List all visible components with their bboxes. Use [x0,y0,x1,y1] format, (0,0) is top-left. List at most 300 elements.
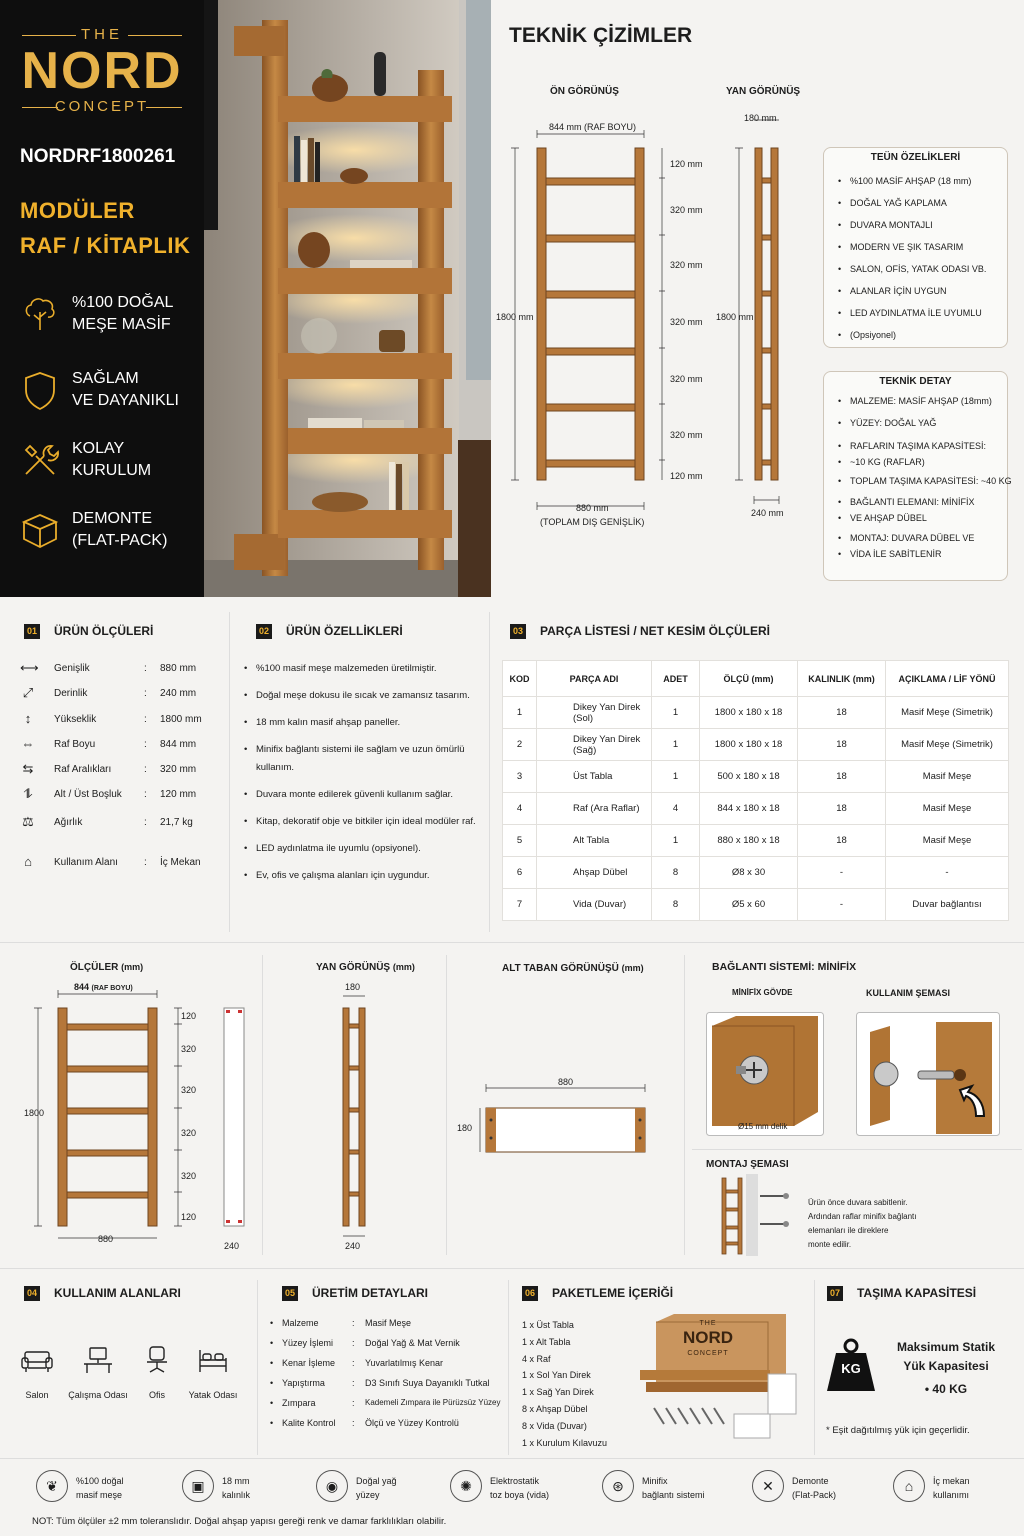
bottom-line1: Minifix [642,1476,668,1486]
tech-drawings-title: TEKNİK ÇİZİMLER [509,24,693,47]
usage-scheme-title: KULLANIM ŞEMASI [866,988,950,998]
table-cell: 5 [503,825,537,857]
mount-scheme-image [712,1174,798,1256]
bottom-feature [36,1468,176,1508]
capacity-text [886,1338,1006,1399]
table-cell: 1 [503,697,537,729]
table-cell: 1 [652,761,700,793]
dimension-value: 880 mm [160,663,197,674]
section-number: 06 [522,1286,538,1301]
package-item: 8 x Ahşap Dübel [522,1403,588,1414]
box-nord: NORD [682,1328,734,1347]
colon: : [352,1318,355,1328]
spray-icon: ✺ [450,1470,482,1502]
usage-scheme-image [856,1012,1000,1136]
table-cell: 18 [798,825,886,857]
side-dims-drawing [330,980,380,1240]
table-cell: Masif Meşe (Simetrik) [886,729,1009,761]
divider [508,1280,509,1455]
package-item: 1 x Kurulum Kılavuzu [522,1437,608,1448]
dims-unit: (mm) [121,962,144,972]
production-key: Malzeme [282,1318,319,1328]
feature-bullet: • Doğal meşe dokusu ile sıcak ve zamansız tasarım. [244,687,484,705]
product-photo [204,0,491,597]
feature-bullet: • 18 mm kalın masif ahşap paneller. [244,714,484,732]
bottom-line2: bağlantı sistemi [642,1490,705,1500]
table-cell: 7 [503,889,537,921]
feature-item-cont: • (Opsiyonel) [838,324,1008,346]
capacity-line: Yük Kapasitesi [903,1359,989,1373]
usage-salon [14,1346,60,1400]
table-cell: 4 [652,793,700,825]
section-number: 03 [510,624,526,639]
table-cell: 18 [798,729,886,761]
table-cell: - [798,889,886,921]
feature-line2: (FLAT-PACK) [72,532,168,549]
side-dims-title [316,962,415,973]
gap-label: 320 mm [670,205,703,215]
dimension-row [20,855,230,875]
section-02-header [256,624,403,639]
product-title-line1: MODÜLER [20,198,135,223]
feature-line1: DEMONTE [72,510,152,527]
side-view-title: YAN GÖRÜNÜŞ [726,86,801,97]
feature-line2: KURULUM [72,462,152,479]
shelf-note: (RAF BOYU) [91,985,133,992]
dimensions-drawing [20,980,260,1240]
box-icon [20,510,60,550]
table-row [503,729,1009,761]
detail-item-cont: • ~10 KG (RAFLAR) [838,454,1008,470]
dimension-key: Kullanım Alanı [54,857,118,868]
gap-label: 320 mm [670,430,703,440]
table-cell: 1800 x 180 x 18 [700,697,798,729]
feature-line1: %100 DOĞAL [72,294,174,311]
hole-note: Ø15 mm delik [738,1122,788,1131]
feature-line1: KOLAY [72,440,125,457]
detail-item: • MONTAJ: DUVARA DÜBEL VE [838,530,1008,546]
feature-item: • DUVARA MONTAJLI [838,214,1008,236]
capacity-value: • 40 KG [924,1382,968,1396]
detail-item: • YÜZEY: DOĞAL YAĞ [838,412,1008,434]
table-cell: 880 x 180 x 18 [700,825,798,857]
oak-tree-icon [20,294,60,334]
features-box [823,147,1008,348]
bottom-line1: İç mekan [933,1476,970,1486]
side-depth-label: 180 mm [744,113,777,123]
package-item: 1 x Alt Tabla [522,1336,571,1347]
feature-item: • MODERN VE ŞIK TASARIM [838,236,1008,258]
table-row [503,793,1009,825]
table-row [503,697,1009,729]
divider [692,1149,1022,1150]
gap-label: 320 mm [670,260,703,270]
colon: : [144,817,147,828]
bottom-line2: kullanımı [933,1490,970,1500]
dimension-key: Derinlik [54,688,88,699]
feature-flat-pack [20,506,200,566]
table-cell: Duvar bağlantısı [886,889,1009,921]
col-header: KALINLIK (mm) [798,661,886,697]
dimension-key: Raf Aralıkları [54,764,112,775]
production-value: Ölçü ve Yüzey Kontrolü [365,1418,459,1428]
table-cell: Ahşap Dübel [537,857,652,889]
package-item: 8 x Vida (Duvar) [522,1420,587,1431]
product-code: NORDRF1800261 [20,146,176,167]
table-cell: 2 [503,729,537,761]
col-header: ÖLÇÜ (mm) [700,661,798,697]
package-item: 4 x Raf [522,1353,551,1364]
feature-item-cont: • ALANLAR İÇİN UYGUN [838,280,1008,302]
col-header: KOD [503,661,537,697]
feature-item: • %100 MASİF AHŞAP (18 mm) [838,170,1008,192]
section-number: 07 [827,1286,843,1301]
mount-line: monte edilir. [808,1240,852,1249]
footer-note: NOT: Tüm ölçüler ±2 mm toleranslıdır. Doğal ahşap yapısı gereği renk ve damar farklılıkları olabilir. [32,1516,447,1527]
usage-study [64,1346,132,1400]
base-title [502,963,644,974]
section-07-header [827,1286,976,1301]
section-title: ÜRÜN ÖLÇÜLERİ [54,624,154,638]
table-cell: Dikey Yan Direk (Sol) [537,697,652,729]
leaf-icon: ❦ [36,1470,68,1502]
base-unit: (mm) [621,963,644,973]
dimension-key: Yükseklik [54,714,97,725]
detail-item: • TOPLAM TAŞIMA KAPASİTESİ: ~40 KG [838,470,1008,492]
section-title: ÜRETİM DETAYLARI [312,1286,429,1300]
col-header: ADET [652,661,700,697]
table-cell: Alt Tabla [537,825,652,857]
brand-panel [0,0,204,597]
depth-icon: ⤢ [22,685,34,700]
feature-bullet: • Duvara monte edilerek güvenli kullanım sağlar. [244,786,484,804]
dimension-value: 844 mm [160,739,197,750]
dimension-row [20,712,230,732]
dimension-row [20,762,230,782]
section-number: 02 [256,624,272,639]
table-cell: 1800 x 180 x 18 [700,729,798,761]
package-item: 1 x Sol Yan Direk [522,1370,591,1381]
dimension-value: 21,7 kg [160,817,193,828]
table-cell: 6 [503,857,537,889]
section-01-header [24,624,153,639]
table-cell: Ø5 x 60 [700,889,798,921]
col-header: PARÇA ADI [537,661,652,697]
colon: : [144,739,147,750]
section-number: 05 [282,1286,298,1301]
colon: : [144,789,147,800]
section-title: KULLANIM ALANLARI [54,1286,181,1300]
dimension-key: Alt / Üst Boşluk [54,789,122,800]
table-cell: Vida (Duvar) [537,889,652,921]
sofa-icon [21,1346,53,1374]
table-cell: 18 [798,697,886,729]
logo-nord: NORD [21,42,183,100]
side-dims-unit: (mm) [392,962,415,972]
width-icon: ⟷ [20,660,39,675]
bottom-line1: Doğal yağ [356,1476,397,1486]
production-value: Yuvarlatılmış Kenar [365,1358,444,1368]
bottom-line2: (Flat-Pack) [792,1490,837,1500]
desk-icon [82,1346,114,1374]
detail-item-cont: • VE AHŞAP DÜBEL [838,510,1008,526]
section-05-header [282,1286,428,1301]
dimension-row [20,686,230,706]
minifix-icon: ⊛ [602,1470,634,1502]
usage-label: Salon [25,1390,49,1400]
package-list [522,1317,607,1451]
dimension-value: İç Mekan [160,857,201,868]
wrench-icon: ✕ [752,1470,784,1502]
production-key: Kalite Kontrol [282,1418,336,1428]
divider [0,1268,1024,1269]
tech-detail-list [838,390,1012,562]
detail-item-cont: • VİDA İLE SABİTLENİR [838,546,1008,562]
top-bottom-gap-icon: ⥮ [23,786,33,801]
base-drawing [470,1080,660,1160]
table-cell: - [886,857,1009,889]
tech-detail-box [823,371,1012,581]
table-row [503,825,1009,857]
dims-gap: 320 [181,1085,197,1095]
tech-detail-title: TEKNİK DETAY [879,376,952,387]
tools-icon [20,440,60,480]
weight-icon: ⚖ [22,814,34,829]
divider [0,942,1024,943]
gap-label: 120 mm [670,159,703,169]
package-item: 1 x Sağ Yan Direk [522,1387,594,1398]
table-cell: 1 [652,697,700,729]
colon: : [144,857,147,868]
table-cell: 500 x 180 x 18 [700,761,798,793]
side-top: 180 [345,982,361,992]
usage-label: Yatak Odası [188,1390,238,1400]
dimension-value: 1800 mm [160,714,202,725]
feature-bullet: • %100 masif meşe malzemeden üretilmiştir. [244,660,484,678]
detail-item: • MALZEME: MASİF AHŞAP (18mm) [838,390,1008,412]
capacity-note: * Eşit dağıtılmış yük için geçerlidir. [826,1425,970,1436]
section-title: TAŞIMA KAPASİTESİ [857,1286,977,1300]
feature-item: • LED AYDINLATMA İLE UYUMLU [838,302,1008,324]
shelf-value: 844 [74,982,90,992]
colon: : [352,1358,355,1368]
bottom-feature [316,1468,456,1508]
table-cell: 8 [652,857,700,889]
bottom-feature [450,1468,590,1508]
package-item: 1 x Üst Tabla [522,1320,574,1330]
usage-label: Çalışma Odası [68,1390,128,1400]
divider [684,955,685,1255]
bottom-line2: yüzey [356,1490,380,1500]
feature-bullet: • LED aydınlatma ile uyumlu (opsiyonel). [244,840,484,858]
table-cell: Masif Meşe [886,825,1009,857]
office-chair-icon [141,1346,173,1374]
total-width-note: (TOPLAM DIŞ GENİŞLİK) [540,517,645,527]
section-number: 04 [24,1286,40,1301]
usage-bedroom [184,1346,242,1400]
dims-gap: 120 [181,1011,197,1021]
colon: : [352,1338,355,1348]
table-cell: Ø8 x 30 [700,857,798,889]
capacity-value-text: 40 KG [932,1382,968,1396]
shield-icon [20,370,60,412]
dimension-value: 240 mm [160,688,197,699]
section-number: 01 [24,624,40,639]
product-features-list [244,660,484,885]
bed-icon [197,1346,229,1374]
section-title: ÜRÜN ÖZELLİKLERİ [286,624,403,638]
base-width: 880 [558,1077,574,1087]
feature-item: • DOĞAL YAĞ KAPLAMA [838,192,1008,214]
logo-the: THE [81,26,123,43]
dimension-key: Ağırlık [54,817,83,828]
kg-label: KG [841,1361,861,1376]
table-cell: Dikey Yan Direk (Sağ) [537,729,652,761]
table-row [503,889,1009,921]
front-height-label: 1800 mm [496,312,534,322]
usage-office [138,1346,176,1400]
connection-title: BAĞLANTI SİSTEMİ: MİNİFİX [712,961,857,973]
dimension-key: Raf Boyu [54,739,96,750]
features-box-title: TEÜN ÖZELİKLERİ [870,152,961,163]
cube-icon: ▣ [182,1470,214,1502]
shelf-width-label: 844 mm (RAF BOYU) [549,122,637,132]
table-cell: 8 [652,889,700,921]
dimension-row [20,787,230,807]
table-cell: Masif Meşe [886,761,1009,793]
divider [257,1280,258,1455]
table-row [503,857,1009,889]
minifix-body-image [706,1012,824,1136]
section-title: PAKETLEME İÇERİĞİ [552,1286,674,1300]
dims-gap: 120 [181,1212,197,1222]
feature-bullet: • Ev, ofis ve çalışma alanları için uygundur. [244,867,484,885]
bottom-feature [893,1468,1024,1508]
production-value: Kademeli Zımpara ile Pürüzsüz Yüzey [365,1398,501,1407]
table-cell: 18 [798,761,886,793]
colon: : [352,1378,355,1388]
dimension-row [20,815,230,835]
side-bottom: 240 [345,1241,361,1251]
divider [0,1458,1024,1459]
total-width-label: 880 mm [576,503,609,513]
features-list [838,170,1008,346]
product-title-line2: RAF / KİTAPLIK [20,233,191,258]
detail-item: • RAFLARIN TAŞIMA KAPASİTESİ: [838,438,1008,454]
base-title-text: ALT TABAN GÖRÜNÜŞÜ [502,963,619,974]
house-icon: ⌂ [893,1470,925,1502]
divider [489,612,490,932]
logo-concept: CONCEPT [54,98,150,115]
dims-gap: 320 [181,1128,197,1138]
section-title: PARÇA LİSTESİ / NET KESİM ÖLÇÜLERİ [540,624,771,638]
table-cell: Masif Meşe (Simetrik) [886,697,1009,729]
dims-title [70,962,143,973]
parts-table [502,660,1009,921]
table-header-row [503,661,1009,697]
side-dims-title-text: YAN GÖRÜNÜŞ [316,962,391,973]
colon: : [352,1398,355,1408]
bottom-feature [182,1468,322,1508]
capacity-line: Maksimum Statik [896,1340,996,1354]
dims-title-text: ÖLÇÜLER [70,962,119,973]
feature-natural-oak [20,290,200,350]
box-the: THE [699,1320,717,1327]
dimension-key: Genişlik [54,663,90,674]
dimension-value: 320 mm [160,764,197,775]
section-04-header [24,1286,181,1301]
table-cell: 844 x 180 x 18 [700,793,798,825]
minifix-body-title: MİNİFİX GÖVDE [732,988,793,997]
feature-durable [20,366,200,426]
bottom-line2: masif meşe [76,1490,123,1500]
mount-line: elemanları ile direklere [808,1226,889,1235]
dims-side-width: 240 [224,1241,240,1251]
production-key: Yapıştırma [282,1378,325,1388]
mount-line: Ürün önce duvara sabitlenir. [808,1198,908,1207]
base-height: 180 [457,1123,473,1133]
dimension-row [20,661,230,681]
colon: : [144,688,147,699]
feature-line2: MEŞE MASİF [72,316,171,333]
dims-gap: 320 [181,1171,197,1181]
gap-label: 120 mm [670,471,703,481]
height-icon: ↕ [24,711,32,726]
feature-bullet: • Kitap, dekoratif obje ve bitkiler için ideal modüler raf. [244,813,484,831]
side-bottom-label: 240 mm [751,508,784,518]
feature-line2: VE DAYANIKLI [72,392,179,409]
colon: : [352,1418,355,1428]
colon: : [144,764,147,775]
detail-item: • BAĞLANTI ELEMANI: MİNİFİX [838,494,1008,510]
feature-bullet: • Minifix bağlantı sistemi ile sağlam ve uzun ömürlü kullanım. [244,741,484,777]
table-cell: 1 [652,825,700,857]
dimension-value: 120 mm [160,789,197,800]
dims-gap: 320 [181,1044,197,1054]
section-03-header [510,624,770,639]
shelf-length-icon: ⇔ [21,736,35,751]
box-concept: CONCEPT [687,1350,729,1357]
front-view-title: ÖN GÖRÜNÜŞ [550,86,619,97]
dims-shelf [74,982,133,992]
bottom-feature [602,1468,742,1508]
bottom-feature [752,1468,892,1508]
usage-label: Ofis [148,1390,165,1400]
table-cell: Raf (Ara Raflar) [537,793,652,825]
table-cell: 1 [652,729,700,761]
col-header: AÇIKLAMA / LİF YÖNÜ [886,661,1009,697]
production-value: Doğal Yağ & Mat Vernik [365,1338,460,1348]
bottom-line1: %100 doğal [76,1476,124,1486]
oil-drop-icon: ◉ [316,1470,348,1502]
divider [229,612,230,932]
production-value: D3 Sınıfı Suya Dayanıklı Tutkal [365,1378,490,1388]
table-cell: 3 [503,761,537,793]
dims-height: 1800 [24,1108,45,1118]
feature-line1: SAĞLAM [72,370,139,387]
bottom-line1: Demonte [792,1476,829,1486]
bottom-line1: 18 mm [222,1476,250,1486]
table-cell: Masif Meşe [886,793,1009,825]
bottom-line1: Elektrostatik [490,1476,540,1486]
section-06-header [522,1286,673,1301]
divider [262,955,263,1255]
gap-label: 320 mm [670,374,703,384]
feature-item: • SALON, OFİS, YATAK ODASI VB. [838,258,1008,280]
production-key: Zımpara [282,1398,316,1408]
production-key: Yüzey İşlemi [282,1338,334,1348]
mount-line: Ardından raflar minifix bağlantı [808,1212,917,1221]
